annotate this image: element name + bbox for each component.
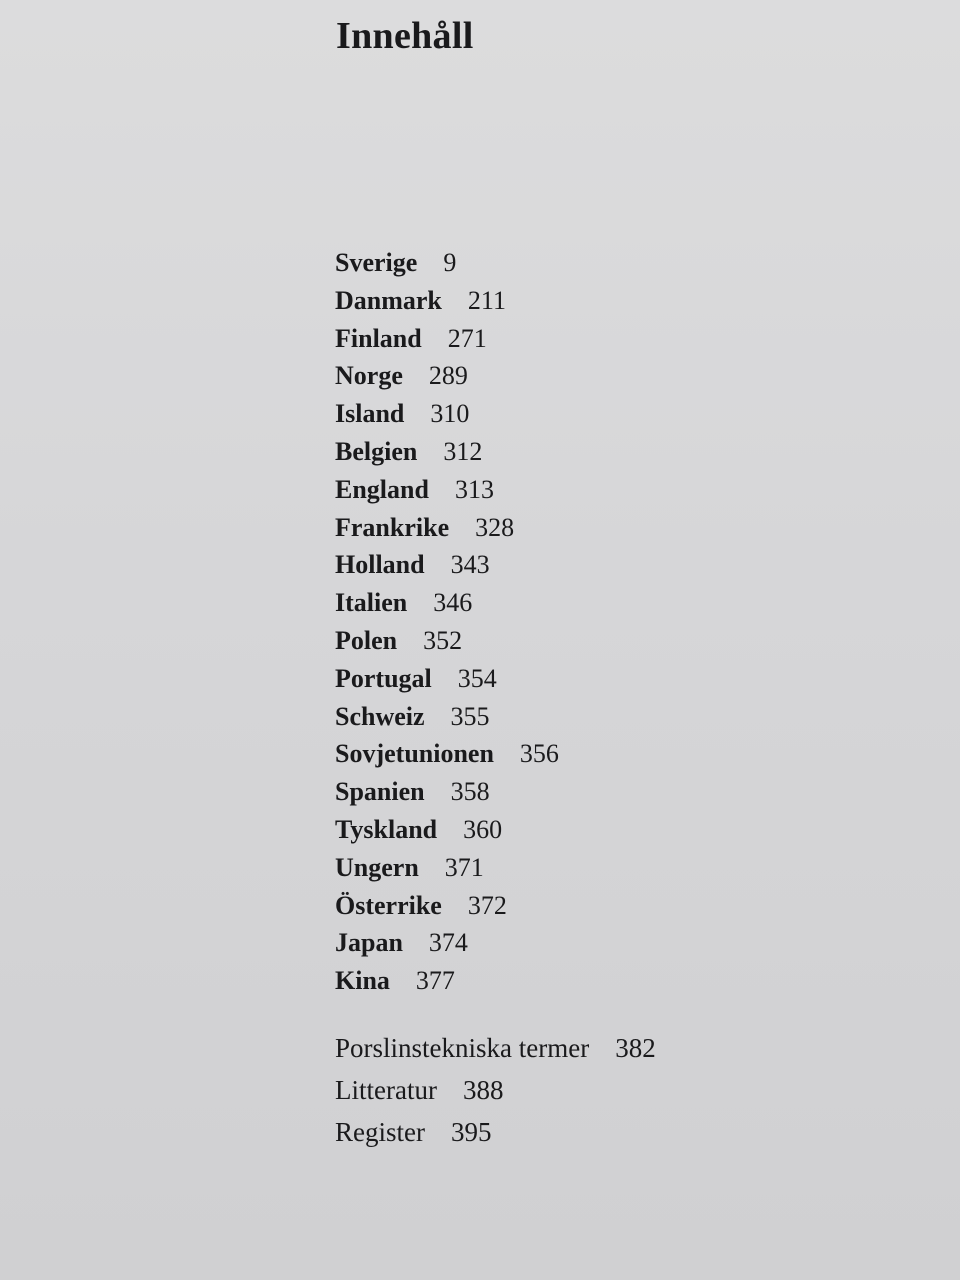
- toc-entry: [335, 735, 559, 773]
- page-title: Innehåll: [336, 15, 474, 57]
- toc-entry: [335, 320, 559, 358]
- toc-entry-page: 355: [450, 701, 490, 731]
- toc-entry: [335, 811, 559, 849]
- toc-entry: [335, 357, 559, 395]
- toc-entry-page: 354: [457, 663, 497, 693]
- toc-entry: [335, 584, 559, 622]
- toc-entry-name: Schweiz: [335, 701, 425, 731]
- toc-entry: [335, 244, 559, 282]
- toc-entry-name: Litteratur: [335, 1075, 437, 1105]
- toc-entry-page: 371: [444, 852, 484, 882]
- toc-entry-name: Sovjetunionen: [335, 739, 494, 769]
- toc-entry-name: Norge: [335, 361, 403, 391]
- toc-entry-page: 358: [450, 777, 490, 807]
- toc-entry-page: 346: [433, 588, 473, 618]
- toc-entry: [335, 471, 559, 509]
- toc-entry: [335, 395, 559, 433]
- toc-entry-name: Island: [335, 399, 405, 429]
- toc-entry-page: 356: [519, 739, 559, 769]
- toc-entry: [335, 660, 559, 698]
- toc-entry-name: Kina: [335, 966, 390, 996]
- toc-entry-page: 310: [430, 399, 470, 429]
- toc-entry-page: 395: [450, 1117, 492, 1147]
- toc-entry-page: 382: [615, 1033, 656, 1063]
- toc-entry-page: 312: [443, 436, 483, 466]
- toc-entry-page: 372: [467, 890, 507, 920]
- toc-entry-page: 211: [467, 285, 506, 315]
- toc-entry-page: 388: [462, 1075, 504, 1105]
- toc-entry-name: Österrike: [335, 890, 442, 920]
- toc-entry-page: 343: [450, 550, 490, 580]
- toc-entry: [335, 546, 559, 584]
- toc-entry-name: Register: [335, 1117, 425, 1147]
- toc-entry-page: 289: [428, 361, 468, 391]
- toc-entry-page: 352: [423, 625, 463, 655]
- toc-entry-name: Japan: [335, 928, 403, 958]
- toc-entry-page: 9: [443, 248, 457, 277]
- toc-entry: [335, 849, 559, 887]
- toc-entry-name: Holland: [335, 550, 425, 580]
- toc-entry-name: Polen: [335, 625, 398, 655]
- toc-entry: [335, 962, 559, 1000]
- toc-entry: [335, 1027, 656, 1069]
- toc-entry-name: Italien: [335, 588, 408, 618]
- toc-entry-name: England: [335, 474, 429, 504]
- toc-entry: [335, 509, 559, 547]
- toc-entry-name: Porslinstekniska termer: [335, 1033, 590, 1063]
- toc-entry: [335, 1069, 656, 1111]
- toc-entry: [335, 1111, 656, 1153]
- toc-entry: [335, 924, 559, 962]
- toc-entry-name: Portugal: [335, 663, 432, 693]
- toc-entry-name: Ungern: [335, 852, 419, 882]
- toc-entry-name: Finland: [335, 323, 422, 353]
- toc-entry: [335, 433, 559, 471]
- toc-entry: [335, 698, 559, 736]
- toc-entry-name: Tyskland: [335, 814, 438, 844]
- toc-entry-name: Frankrike: [335, 512, 450, 542]
- toc-entry-page: 374: [428, 928, 468, 958]
- toc-entry-page: 360: [463, 814, 503, 844]
- toc-entry: [335, 282, 559, 320]
- toc-entry-name: Spanien: [335, 777, 425, 807]
- toc-entry: [335, 622, 559, 660]
- toc-entry-page: 377: [415, 966, 455, 996]
- toc-entry: [335, 773, 559, 811]
- country-contents-list: [335, 244, 559, 1000]
- appendix-contents-list: [335, 1027, 656, 1153]
- toc-entry-name: Sverige: [335, 248, 418, 277]
- toc-entry-name: Belgien: [335, 436, 418, 466]
- toc-entry: [335, 887, 559, 925]
- toc-entry-page: 313: [454, 474, 494, 504]
- toc-entry-name: Danmark: [335, 285, 442, 315]
- toc-entry-page: 271: [447, 323, 487, 353]
- toc-entry-page: 328: [475, 512, 515, 542]
